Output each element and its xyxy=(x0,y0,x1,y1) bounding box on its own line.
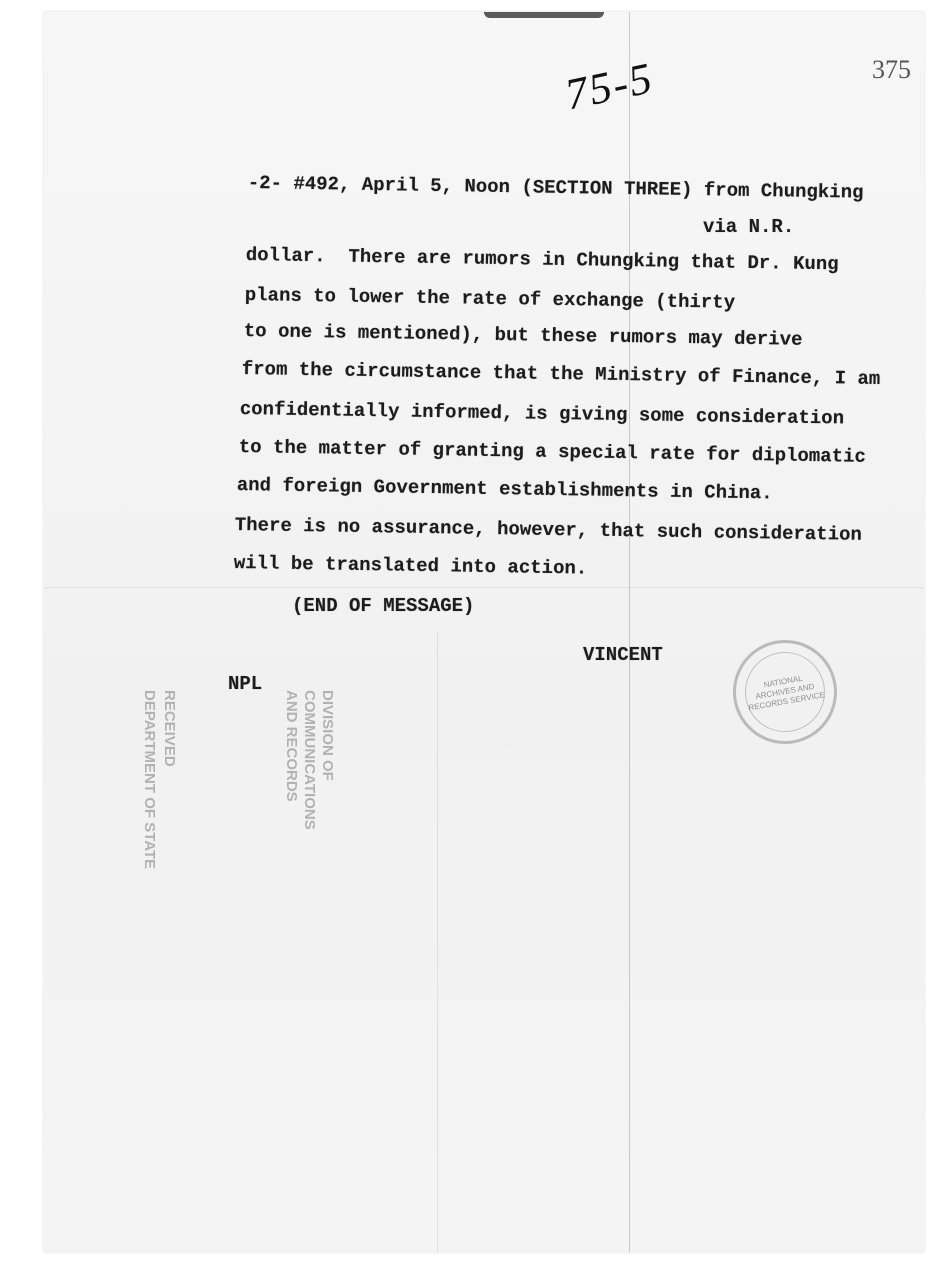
scan-smudge xyxy=(484,12,604,18)
body-line: will be translated into action. xyxy=(233,552,588,580)
archives-stamp-text: NATIONAL ARCHIVES AND RECORDS SERVICE xyxy=(739,646,832,739)
page-number: 375 xyxy=(872,55,911,84)
signature: VINCENT xyxy=(583,644,663,666)
fold-line xyxy=(44,587,924,588)
body-line: to the matter of granting a special rate for diplomatic xyxy=(238,436,867,468)
body-line: to one is mentioned), but these rumors may derive xyxy=(243,320,803,351)
body-line: and foreign Government establishments in China. xyxy=(236,474,773,505)
receipt-stamp-line: DIVISION OF COMMUNICATIONS AND RECORDS xyxy=(283,690,336,830)
receipt-stamp-line: RECEIVED xyxy=(161,690,178,767)
body-line: confidentially informed, is giving some consideration xyxy=(239,398,845,430)
body-line: from the circumstance that the Ministry of Finance, I am xyxy=(241,358,881,391)
body-line: dollar. There are rumors in Chungking that Dr. Kung xyxy=(245,244,839,276)
handwritten-annotation: 75-5 xyxy=(560,53,658,120)
body-line: There is no assurance, however, that such consideration xyxy=(234,514,863,546)
body-line: plans to lower the rate of exchange (thirty xyxy=(244,284,736,314)
receipt-stamp-line: DEPARTMENT OF STATE xyxy=(141,690,158,870)
end-of-message: (END OF MESSAGE) xyxy=(292,595,475,617)
header-line-1: -2- #492, April 5, Noon (SECTION THREE) from Chungking xyxy=(247,172,864,204)
sender-initials: NPL xyxy=(228,673,263,695)
header-line-2: via N.R. xyxy=(703,216,795,238)
fold-line xyxy=(437,632,438,1252)
